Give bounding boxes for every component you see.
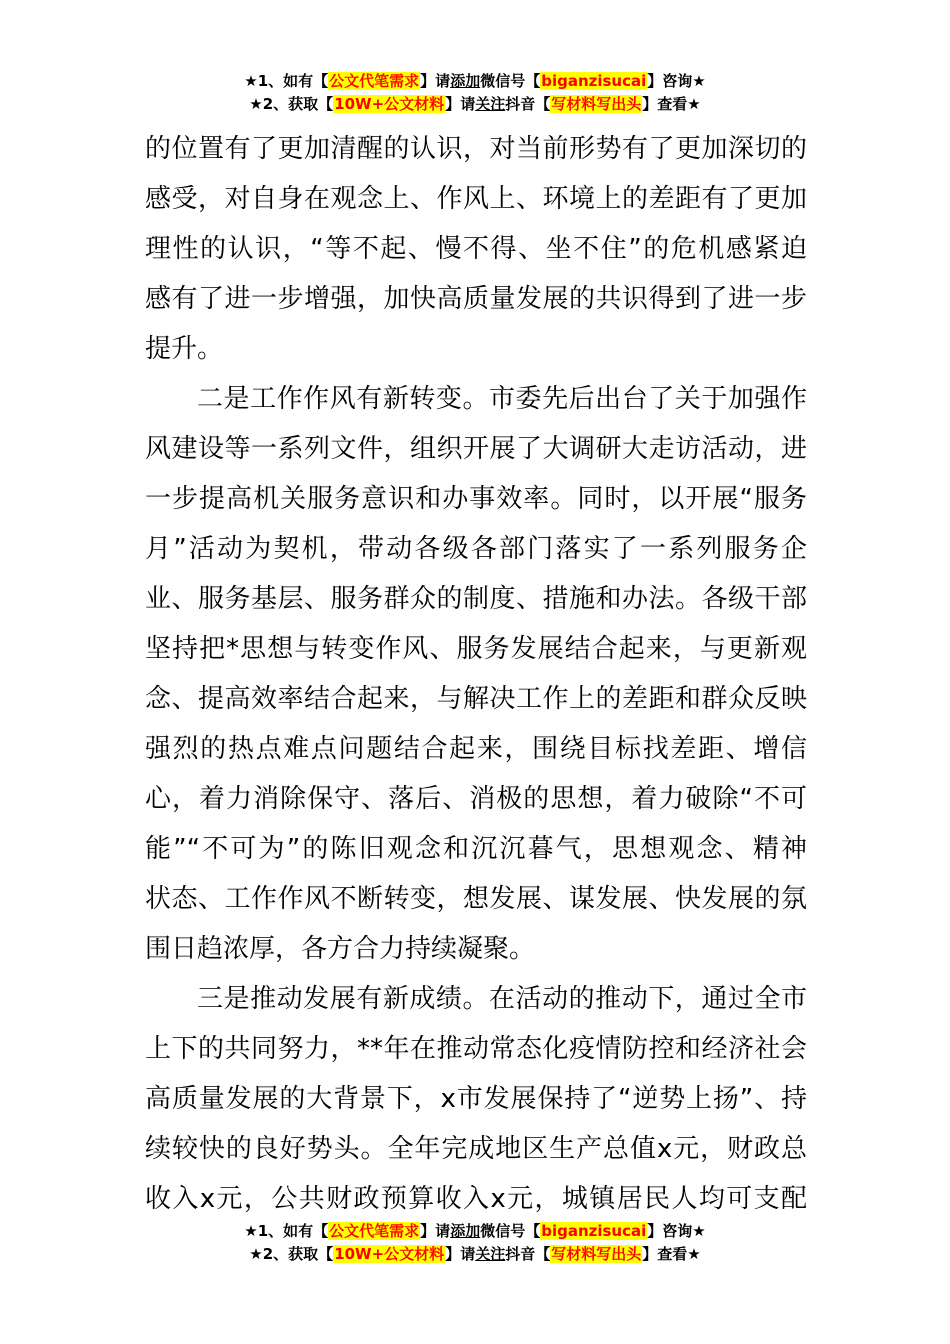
text-line: 状态、工作作风不断转变，想发展、谋发展、快发展的氛 — [145, 884, 807, 914]
banner-text: ★2、获取【 — [249, 95, 334, 113]
text-line: 续较快的良好势头。全年完成地区生产总值x元，财政总 — [145, 1134, 807, 1164]
text-line: 念、提高效率结合起来，与解决工作上的差距和群众反映 — [145, 684, 807, 714]
highlight-text: 公文代笔需求 — [329, 1222, 420, 1240]
banner-text: 抖音【 — [505, 1245, 551, 1263]
paragraph-2 — [145, 374, 807, 974]
text-line: 三是推动发展有新成绩。在活动的推动下，通过全市 — [197, 984, 807, 1014]
text-line: 高质量发展的大背景下，x市发展保持了“逆势上扬”、持 — [145, 1084, 807, 1114]
underlined-text: 关注 — [475, 95, 506, 113]
text-line: 围日趋浓厚，各方合力持续凝聚。 — [145, 934, 536, 964]
text-line: 坚持把*思想与转变作风、服务发展结合起来，与更新观 — [145, 634, 807, 664]
highlight-text: 公文代笔需求 — [329, 72, 420, 90]
text-line: 一步提高机关服务意识和办事效率。同时，以开展“服务 — [145, 484, 807, 514]
underlined-text: 添加 — [450, 1222, 481, 1240]
wechat-id-highlight: biganzisucai — [541, 1222, 647, 1240]
highlight-text: 10W+公文材料 — [334, 95, 445, 113]
text-line: 能”“不可为”的陈旧观念和沉沉暮气，思想观念、精神 — [145, 834, 807, 864]
header-banner — [0, 70, 950, 116]
banner-line-1 — [0, 1220, 950, 1243]
banner-text: 】咨询★ — [647, 72, 706, 90]
text-line: 强烈的热点难点问题结合起来，围绕目标找差距、增信 — [145, 734, 807, 764]
banner-text: 】查看★ — [642, 95, 701, 113]
banner-text: 抖音【 — [505, 95, 551, 113]
banner-text: 】请 — [420, 72, 451, 90]
text-line: 二是工作作风有新转变。市委先后出台了关于加强作 — [197, 384, 807, 414]
text-line: 上下的共同努力，**年在推动常态化疫情防控和经济社会 — [145, 1034, 807, 1064]
douyin-highlight: 写材料写出头 — [551, 1245, 642, 1263]
banner-text: 微信号【 — [480, 72, 541, 90]
text-line: 心，着力消除保守、落后、消极的思想，着力破除“不可 — [145, 784, 807, 814]
text-line: 感有了进一步增强，加快高质量发展的共识得到了进一步 — [145, 284, 807, 314]
banner-text: 】咨询★ — [647, 1222, 706, 1240]
text-line: 风建设等一系列文件，组织开展了大调研大走访活动，进 — [145, 434, 807, 464]
banner-text: 】请 — [445, 1245, 476, 1263]
banner-text: ★1、如有【 — [244, 72, 329, 90]
text-line: 业、服务基层、服务群众的制度、措施和办法。各级干部 — [145, 584, 807, 614]
text-line: 收入x元，公共财政预算收入x元，城镇居民人均可支配 — [145, 1184, 807, 1214]
text-line: 理性的认识，“等不起、慢不得、坐不住”的危机感紧迫 — [145, 234, 807, 264]
highlight-text: 10W+公文材料 — [334, 1245, 445, 1263]
banner-line-2 — [0, 93, 950, 116]
text-line: 月”活动为契机，带动各级各部门落实了一系列服务企 — [145, 534, 807, 564]
paragraph-3 — [145, 974, 807, 1224]
banner-line-2 — [0, 1243, 950, 1266]
text-line: 的位置有了更加清醒的认识，对当前形势有了更加深切的 — [145, 134, 807, 164]
footer-banner — [0, 1220, 950, 1266]
banner-text: ★2、获取【 — [249, 1245, 334, 1263]
banner-line-1 — [0, 70, 950, 93]
text-line: 感受，对自身在观念上、作风上、环境上的差距有了更加 — [145, 184, 807, 214]
banner-text: ★1、如有【 — [244, 1222, 329, 1240]
document-body — [145, 124, 807, 1224]
banner-text: 】请 — [420, 1222, 451, 1240]
underlined-text: 关注 — [475, 1245, 506, 1263]
banner-text: 】请 — [445, 95, 476, 113]
banner-text: 】查看★ — [642, 1245, 701, 1263]
douyin-highlight: 写材料写出头 — [551, 95, 642, 113]
wechat-id-highlight: biganzisucai — [541, 72, 647, 90]
underlined-text: 添加 — [450, 72, 481, 90]
banner-text: 微信号【 — [480, 1222, 541, 1240]
paragraph-1 — [145, 124, 807, 374]
text-line: 提升。 — [145, 334, 224, 364]
